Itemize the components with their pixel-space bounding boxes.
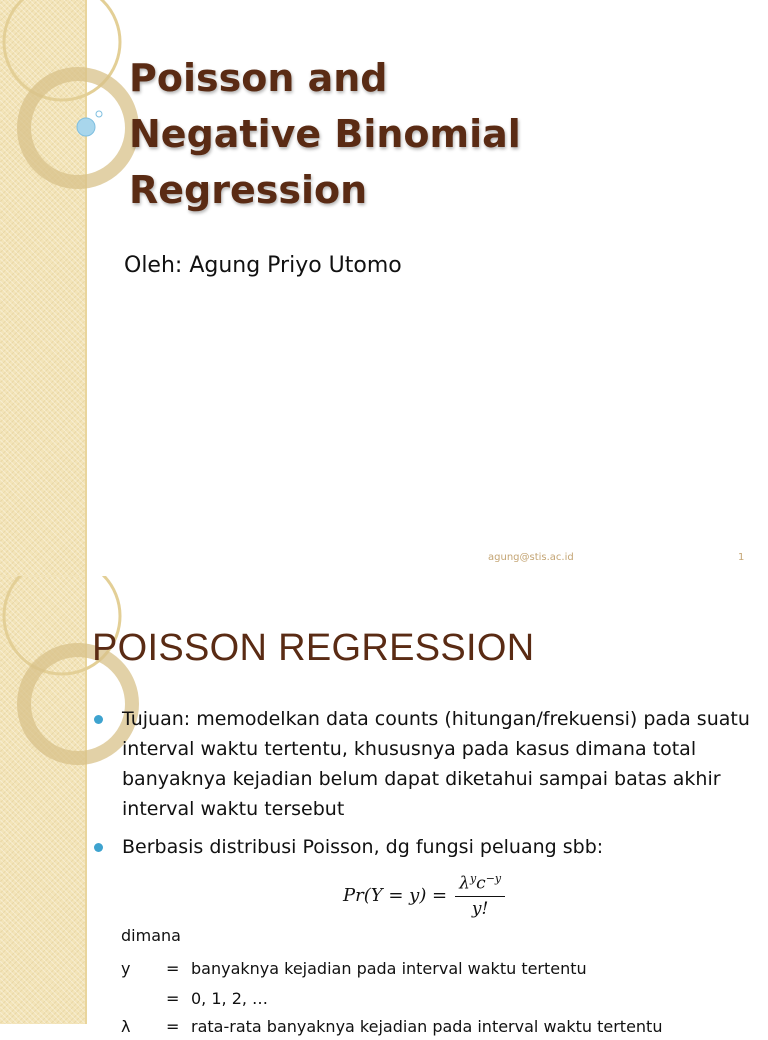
poisson-formula bbox=[343, 872, 505, 919]
title-line-1: Poisson and bbox=[129, 56, 388, 100]
formula-denominator: y! bbox=[471, 898, 489, 919]
definition-symbol: λ bbox=[121, 1017, 131, 1036]
presentation-title bbox=[129, 50, 521, 218]
formula-fraction bbox=[455, 872, 505, 919]
bullet-purpose: Tujuan: memodelkan data counts (hitungan/frekuensi) pada suatu interval waktu tertentu, khususnya pada kasus dimana total banyaknya kejadian belum dapat diketahui sampai batas akhir interval waktu tersebut bbox=[122, 704, 752, 824]
dimana-label: dimana bbox=[121, 926, 181, 945]
author-line: Oleh: Agung Priyo Utomo bbox=[124, 253, 402, 278]
definition-equals: = bbox=[166, 1017, 180, 1036]
slide-title: POISSON REGRESSION bbox=[92, 627, 535, 669]
definition-symbol: y bbox=[121, 959, 131, 978]
page-number: 1 bbox=[738, 552, 745, 563]
definition-desc: banyaknya kejadian pada interval waktu tertentu bbox=[191, 959, 587, 978]
definition-desc: 0, 1, 2, … bbox=[191, 989, 269, 1008]
footer-email: agung@stis.ac.id bbox=[488, 552, 574, 563]
formula-lambda: λ bbox=[459, 873, 470, 894]
formula-exp-neg-y: −y bbox=[485, 872, 502, 885]
definition-equals: = bbox=[166, 989, 180, 1008]
definition-desc: rata-rata banyaknya kejadian pada interval waktu tertentu bbox=[191, 1017, 663, 1036]
formula-c: c bbox=[476, 873, 486, 894]
formula-exp-y: y bbox=[469, 872, 477, 885]
definition-equals: = bbox=[166, 959, 180, 978]
deco-bubble-small bbox=[96, 111, 102, 117]
formula-numerator bbox=[455, 872, 505, 897]
title-line-2: Negative Binomial bbox=[129, 112, 521, 156]
bullet-distribution: Berbasis distribusi Poisson, dg fungsi peluang sbb: bbox=[122, 832, 752, 862]
formula-lhs: Pr(Y = y) = bbox=[343, 884, 448, 906]
title-line-3: Regression bbox=[129, 168, 368, 212]
deco-bubble-large bbox=[77, 118, 95, 136]
